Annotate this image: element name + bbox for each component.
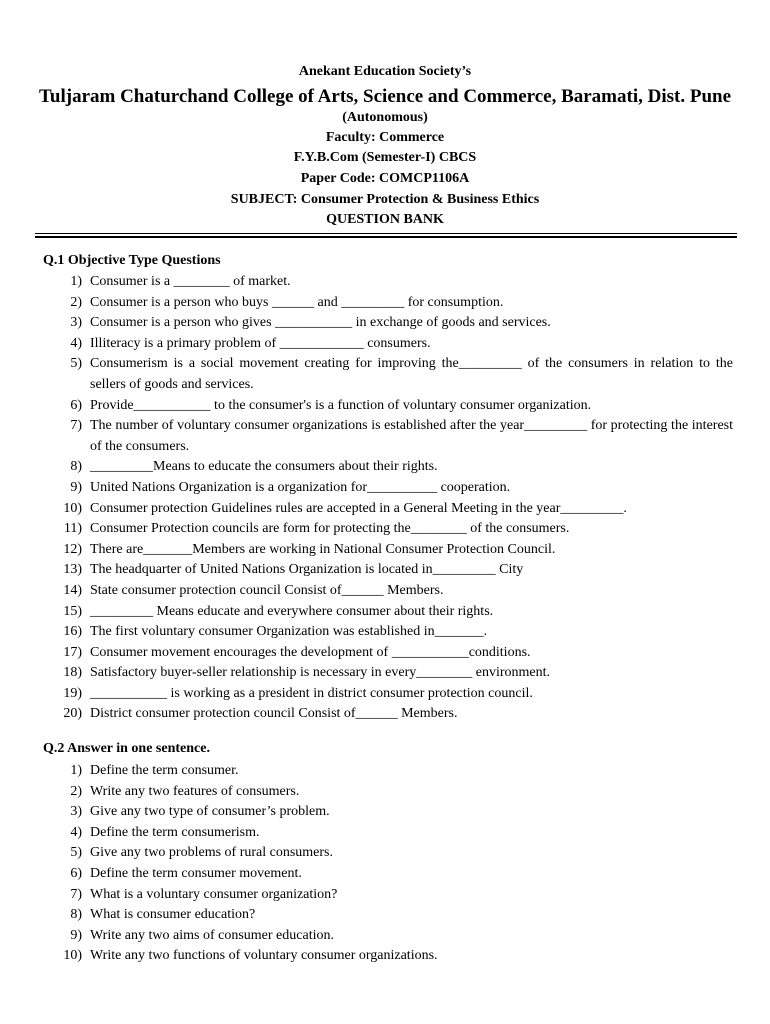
question-text: Consumer movement encourages the development of ___________conditions. [90,644,531,660]
question-item [43,761,733,782]
question-text: District consumer protection council Consist of______ Members. [90,706,458,722]
question-text: Define the term consumer. [90,763,239,778]
question-text: The first voluntary consumer Organization was established in_______. [90,624,488,640]
document-title: QUESTION BANK [326,212,444,227]
question-text: Define the term consumer movement. [90,865,302,881]
question-text: ___________ is working as a president in district consumer protection council. [90,685,533,701]
question-number: 2 ) [43,293,86,314]
question-number: 7 ) [43,885,86,906]
question-number: 8 ) [43,905,86,926]
question-number: 9 ) [43,478,86,499]
question-item [43,802,733,823]
question-number: 1 ) [43,761,86,782]
question-number: 14 ) [43,581,86,602]
question-item [43,581,733,602]
q1-question-list [43,272,733,725]
question-item [43,946,733,967]
question-number: 8 ) [43,457,86,478]
question-item [43,885,733,906]
question-number: 4 ) [43,823,86,844]
question-number: 7 ) [43,416,86,437]
question-item [43,704,733,725]
question-text: Consumer protection Guidelines rules are accepted in a General Meeting in the year_________. [90,500,627,516]
question-item [43,272,733,293]
question-item [43,499,733,520]
question-item [43,457,733,478]
question-text: The headquarter of United Nations Organization is located in_________ City [90,562,524,578]
question-item [43,663,733,684]
question-text: _________Means to educate the consumers about their rights. [90,459,438,475]
class-label: F.Y.B.Com (Semester-I) CBCS [293,150,477,165]
q2-question-list [43,761,733,967]
question-text: Consumer is a person who buys ______ and _________ for consumption. [90,294,504,310]
question-number: 17 ) [43,643,86,664]
college-name: Tuljaram Chaturchand College of Arts, Science and Commerce, Baramati, Dist. Pune [38,86,732,107]
question-number: 5 ) [43,843,86,864]
paper-code: Paper Code: COMCP1106A [300,171,470,186]
question-text: Illiteracy is a primary problem of ____________ consumers. [90,335,431,351]
question-item [43,684,733,705]
question-item [43,905,733,926]
question-text: What is a voluntary consumer organization? [90,886,338,902]
question-text: Write any two aims of consumer education. [90,927,334,943]
question-number: 10 ) [43,946,86,967]
question-text: State consumer protection council Consist of______ Members. [90,582,444,598]
question-number: 10 ) [43,499,86,520]
question-number: 6 ) [43,864,86,885]
question-item [43,622,733,643]
question-item [43,416,733,457]
question-item [43,478,733,499]
faculty-label: Faculty: Commerce [325,130,445,145]
question-text: Define the term consumerism. [90,824,260,840]
question-number: 11 ) [43,519,86,540]
question-text: United Nations Organization is a organization for__________ cooperation. [90,479,511,495]
q1-section-title: Q.1 Objective Type Questions [43,253,221,268]
question-text: Consumer is a ________ of market. [90,274,291,289]
question-number: 19 ) [43,684,86,705]
question-item [43,926,733,947]
question-number: 2 ) [43,782,86,803]
question-number: 4 ) [43,334,86,355]
question-text: Consumer is a person who gives ___________ in exchange of goods and services. [90,315,551,331]
question-item [43,864,733,885]
question-text: Consumerism is a social movement creating for improving the_________ of the consumers in relation to the sellers of goods and services. [90,356,733,392]
question-item [43,313,733,334]
question-text: Give any two type of consumer’s problem. [90,804,330,820]
question-text: _________ Means educate and everywhere consumer about their rights. [90,603,494,619]
autonomous-label: (Autonomous) [342,110,428,125]
question-text: Write any two features of consumers. [90,783,300,799]
question-item [43,602,733,623]
question-number: 6 ) [43,396,86,417]
question-item [43,540,733,561]
question-text: Provide___________ to the consumer's is a function of voluntary consumer organization. [90,397,592,413]
question-item [43,643,733,664]
question-item [43,823,733,844]
question-number: 3 ) [43,313,86,334]
header-divider-thick [35,236,737,238]
question-item [43,843,733,864]
subject-label: SUBJECT: Consumer Protection & Business Ethics [230,192,540,207]
question-text: Satisfactory buyer-seller relationship is necessary in every________ environment. [90,665,551,681]
question-item [43,354,733,395]
question-text: Write any two functions of voluntary consumer organizations. [90,948,438,964]
question-number: 20 ) [43,704,86,725]
question-number: 9 ) [43,926,86,947]
question-text: There are_______Members are working in National Consumer Protection Council. [90,541,556,557]
question-number: 16 ) [43,622,86,643]
question-number: 13 ) [43,560,86,581]
question-item [43,519,733,540]
society-name: Anekant Education Society’s [298,64,472,79]
question-number: 1 ) [43,272,86,293]
q2-section-title: Q.2 Answer in one sentence. [43,741,210,756]
question-item [43,293,733,314]
question-number: 18 ) [43,663,86,684]
question-number: 5 ) [43,354,86,375]
question-number: 15 ) [43,602,86,623]
question-number: 12 ) [43,540,86,561]
question-text: The number of voluntary consumer organizations is established after the year_________ for protecting the interest of the consumers. [90,418,733,454]
question-item [43,334,733,355]
question-item [43,560,733,581]
question-number: 3 ) [43,802,86,823]
question-text: Consumer Protection councils are form for protecting the________ of the consumers. [90,521,570,537]
question-item [43,782,733,803]
question-item [43,396,733,417]
header-divider-thin [35,233,737,234]
question-text: Give any two problems of rural consumers. [90,845,333,861]
question-text: What is consumer education? [90,907,256,923]
